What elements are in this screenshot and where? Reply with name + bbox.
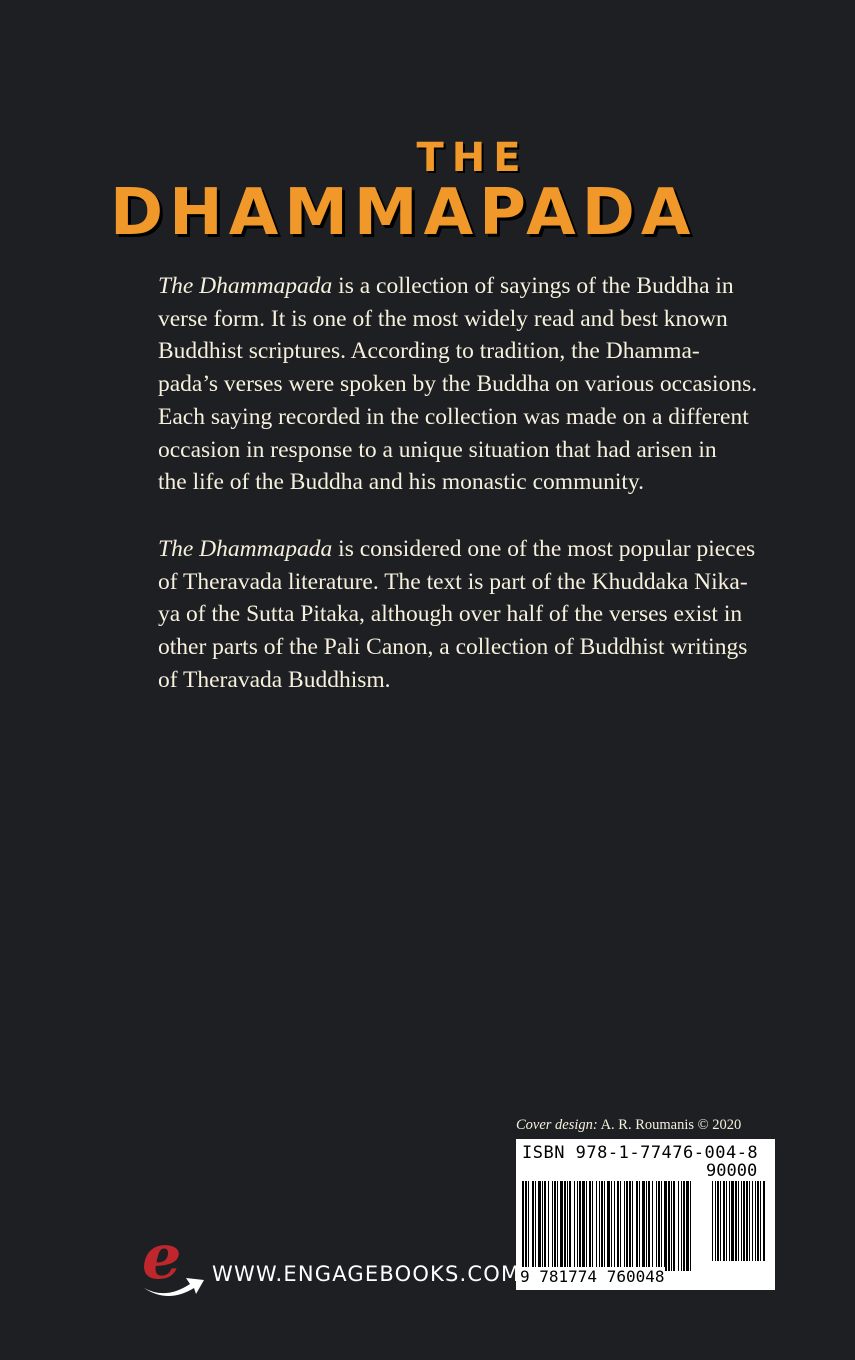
- barcode-bar: [535, 1181, 536, 1271]
- blurb-paragraph-2: [158, 533, 788, 697]
- barcode-bar: [738, 1181, 739, 1261]
- barcode-bar: [554, 1181, 556, 1271]
- barcode-bar: [664, 1181, 667, 1271]
- barcode-bar: [614, 1181, 615, 1271]
- barcode-bar: [528, 1181, 529, 1271]
- barcode-bar: [749, 1181, 750, 1261]
- barcode-bar: [726, 1181, 727, 1261]
- barcode-bar: [548, 1181, 549, 1271]
- barcode-bar: [567, 1181, 568, 1271]
- barcode-bar: [681, 1181, 682, 1271]
- blurb-line: occasion in response to a unique situation that had arisen in: [158, 436, 717, 463]
- barcode-bar: [646, 1181, 647, 1271]
- barcode-bar: [624, 1181, 625, 1271]
- blurb-line: of Theravada Buddhism.: [158, 666, 391, 693]
- barcode-bar: [607, 1181, 610, 1271]
- barcode-bar: [720, 1181, 721, 1261]
- barcode-bar: [652, 1181, 653, 1271]
- barcode-bar: [564, 1181, 566, 1271]
- isbn-barcode: [516, 1139, 775, 1290]
- blurb-line: verse form. It is one of the most widely read and best known: [158, 305, 728, 332]
- barcode-bar: [542, 1181, 543, 1271]
- barcode-bar: [636, 1181, 638, 1271]
- title-the: THE: [416, 135, 529, 181]
- barcode-bar: [729, 1181, 730, 1261]
- barcode-bar: [723, 1181, 725, 1261]
- barcode-bar: [658, 1181, 660, 1271]
- blurb-paragraph-1: [158, 270, 788, 499]
- barcode-bar: [532, 1181, 534, 1271]
- blurb-line: of Theravada literature. The text is part of the Khuddaka Nika-: [158, 568, 748, 595]
- price-code: 90000: [706, 1161, 758, 1181]
- barcode-bar: [678, 1181, 679, 1271]
- blurb-line: Each saying recorded in the collection was made on a different: [158, 403, 749, 430]
- barcode-bar: [671, 1181, 672, 1271]
- barcode-bar: [560, 1181, 563, 1271]
- barcode-bar: [648, 1181, 650, 1271]
- barcode-bar: [592, 1181, 593, 1271]
- barcode-bar: [763, 1181, 765, 1261]
- barcode-bar: [661, 1181, 662, 1271]
- barcode-bar: [741, 1181, 742, 1261]
- barcode-bar: [717, 1181, 719, 1261]
- barcode-bar: [629, 1181, 631, 1271]
- blurb-line: The Dhammapada is a collection of sayings of the Buddha in: [158, 273, 734, 299]
- barcode-bar: [582, 1181, 585, 1271]
- blurb-line: other parts of the Pali Canon, a collection of Buddhist writings: [158, 634, 748, 661]
- barcode-bar: [690, 1181, 691, 1271]
- blurb-line: ya of the Sutta Pitaka, although over half of the verses exist in: [158, 601, 743, 628]
- barcode-bar: [522, 1181, 524, 1271]
- barcode-bar: [712, 1181, 713, 1261]
- barcode-bar: [552, 1181, 553, 1271]
- barcode-bar: [639, 1181, 640, 1271]
- book-title-italic: The Dhammapada: [158, 273, 333, 299]
- barcode-bar: [746, 1181, 748, 1261]
- barcode-bar: [577, 1181, 578, 1271]
- barcode-bar: [673, 1181, 675, 1271]
- barcode-bar: [574, 1181, 575, 1271]
- barcode-bar: [601, 1181, 603, 1271]
- barcode-bar: [557, 1181, 558, 1271]
- barcode-bar: [604, 1181, 605, 1271]
- barcode-bar: [735, 1181, 737, 1261]
- barcode-bar: [626, 1181, 628, 1271]
- barcode-bar: [586, 1181, 587, 1271]
- barcode-bar: [715, 1181, 716, 1261]
- blurb-line: pada’s verses were spoken by the Buddha on various occasions.: [158, 371, 758, 398]
- barcode-bar: [596, 1181, 597, 1271]
- barcode-bar: [599, 1181, 600, 1271]
- barcode-bar: [752, 1181, 753, 1261]
- logo-letter: e: [142, 1226, 182, 1293]
- barcode-bar: [538, 1181, 541, 1271]
- isbn-number: ISBN 978-1-77476-004-8: [522, 1143, 759, 1163]
- blurb-line: The Dhammapada is considered one of the most popular pieces: [158, 536, 756, 562]
- title-dhammapada: DHAMMAPADA: [110, 176, 697, 250]
- barcode-bar: [589, 1181, 591, 1271]
- engage-books-logo-icon: [138, 1226, 208, 1300]
- barcode-bar: [579, 1181, 581, 1271]
- barcode-bar: [569, 1181, 571, 1271]
- barcode-bar: [617, 1181, 619, 1271]
- barcode-bar: [632, 1181, 633, 1271]
- blurb-line: the life of the Buddha and his monastic community.: [158, 469, 645, 496]
- barcode-bar: [656, 1181, 657, 1271]
- barcode-bar: [743, 1181, 745, 1261]
- barcode-bar: [642, 1181, 645, 1271]
- barcode-bars: [522, 1181, 768, 1271]
- barcode-bar: [611, 1181, 612, 1271]
- barcode-bar: [683, 1181, 685, 1271]
- barcode-bar: [544, 1181, 546, 1271]
- barcode-bar: [760, 1181, 761, 1261]
- barcode-bar: [686, 1181, 689, 1271]
- barcode-bar: [525, 1181, 527, 1271]
- cover-design-credit: Cover design: A. R. Roumanis © 2020: [516, 1117, 742, 1133]
- publisher-website: WWW.ENGAGEBOOKS.COM: [212, 1262, 521, 1286]
- barcode-bar: [620, 1181, 621, 1271]
- barcode-bar: [668, 1181, 670, 1271]
- ean-digits: 9 781774 760048: [520, 1267, 665, 1286]
- blurb-line: Buddhist scriptures. According to tradition, the Dhamma-: [158, 338, 700, 365]
- barcode-bar: [757, 1181, 759, 1261]
- barcode-bar: [731, 1181, 734, 1261]
- barcode-bar: [755, 1181, 756, 1261]
- book-title-italic: The Dhammapada: [158, 536, 333, 562]
